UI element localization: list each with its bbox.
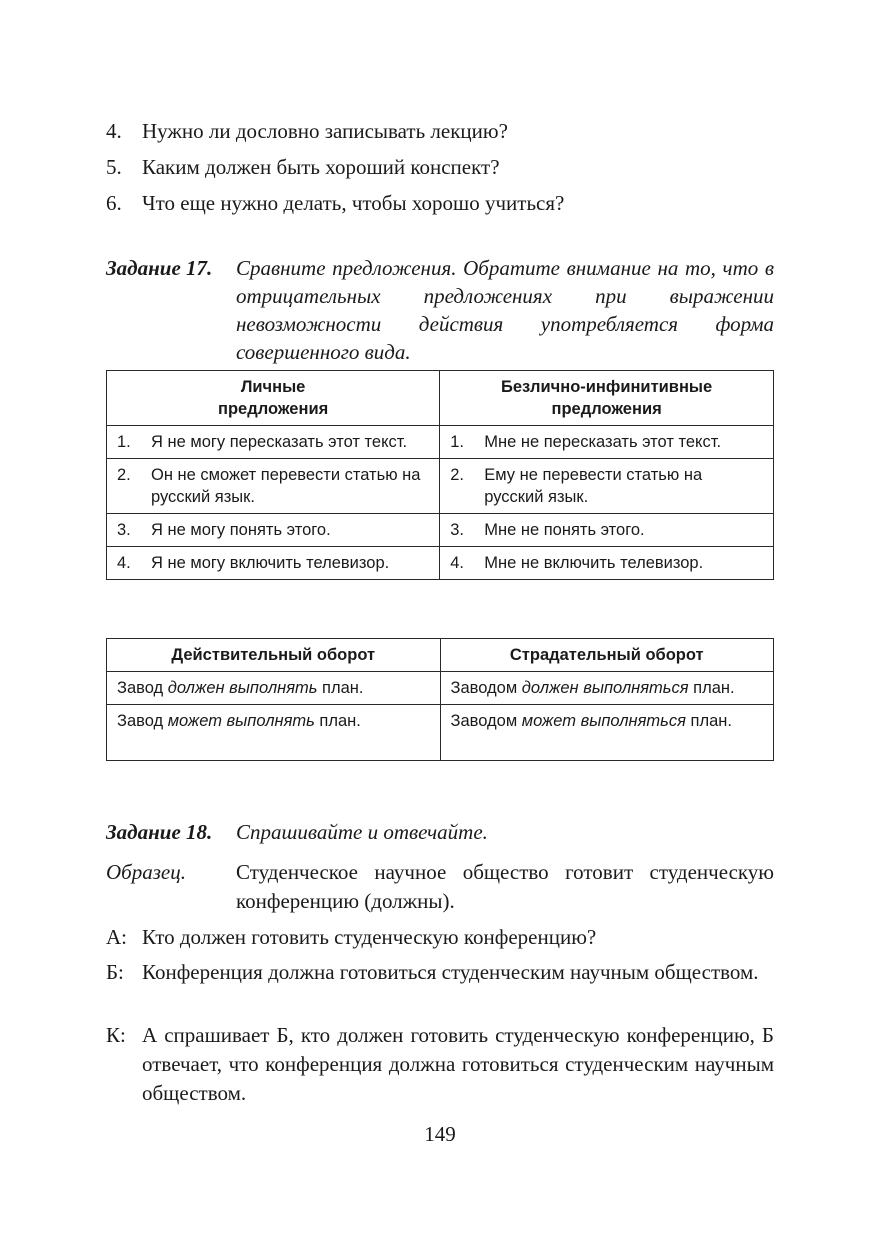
table-cell: Мне не пересказать этот текст.	[484, 433, 722, 451]
speaker-label: Б:	[106, 960, 124, 984]
speaker-label: К:	[106, 1023, 126, 1047]
table-cell: Мне не включить телевизор.	[484, 554, 704, 572]
question-list	[106, 113, 774, 221]
column-header-active: Действительный оборот	[107, 639, 441, 672]
sentences-comparison-table	[106, 370, 774, 580]
table-cell: Я не могу включить телевизор.	[151, 554, 390, 572]
list-item	[106, 185, 774, 221]
list-item	[106, 113, 774, 149]
table-row: 4. Я не могу включить телевизор. 4. Мне не включить телевизор.	[107, 547, 774, 580]
dialog-text: А спрашивает Б, кто должен готовить студенческую конференцию, Б отвечает, что конференция должна готовиться студенческим научным обществом.	[142, 1023, 774, 1105]
table-row: 1. Я не могу пересказать этот текст. 1. Мне не пересказать этот текст.	[107, 426, 774, 459]
dialog-line	[106, 923, 774, 952]
table-row: 3. Я не могу понять этого. 3. Мне не понять этого.	[107, 514, 774, 547]
table-cell: Завод должен выполнять план.	[107, 672, 441, 705]
task-17-label: Задание 17.	[106, 256, 213, 280]
table-cell: Завод может выполнять план.	[107, 705, 441, 761]
column-header-passive: Страдательный оборот	[440, 639, 774, 672]
list-item	[106, 149, 774, 185]
dialog-text: Конференция должна готовиться студенческим научным обществом.	[142, 960, 759, 984]
column-header-personal: Личные предложения	[107, 371, 440, 426]
table-row	[107, 705, 774, 761]
sample-text: Студенческое научное общество готовит студенческую конференцию (должны).	[236, 860, 774, 913]
task-17-header	[106, 254, 774, 366]
table-cell: Я не могу понять этого.	[151, 521, 331, 539]
dialog-line	[106, 1021, 774, 1108]
sample-block	[106, 858, 774, 916]
voice-comparison-table	[106, 638, 774, 761]
question-text: Каким должен быть хороший конспект?	[142, 155, 500, 179]
page-number: 149	[424, 1122, 456, 1146]
dialog-line	[106, 958, 774, 987]
task-17-instruction: Сравните предложения. Обратите внимание на то, что в отрицательных предложениях при выражении невозможности действия употребляется форма совершенного вида.	[236, 256, 774, 364]
speaker-label: А:	[106, 925, 127, 949]
column-header-impersonal: Безлично-инфинитивные предложения	[440, 371, 774, 426]
table-cell: Он не сможет перевести статью на русский язык.	[151, 466, 421, 506]
table-cell: Ему не перевести статью на русский язык.	[484, 466, 703, 506]
task-18-label: Задание 18.	[106, 820, 213, 844]
table-cell: Заводом может выполняться план.	[440, 705, 774, 761]
question-number: 5.	[106, 155, 122, 179]
dialog-text: Кто должен готовить студенческую конференцию?	[142, 925, 597, 949]
task-18-header	[106, 818, 774, 846]
task-18-instruction: Спрашивайте и отвечайте.	[236, 820, 488, 844]
table-header-row	[107, 639, 774, 672]
table-row: 2. Он не сможет перевести статью на русский язык. 2. Ему не перевести статью на русский язык.	[107, 459, 774, 514]
question-text: Что еще нужно делать, чтобы хорошо учиться?	[142, 191, 565, 215]
table-cell: Я не могу пересказать этот текст.	[151, 433, 408, 451]
sample-label: Образец.	[106, 860, 186, 884]
question-number: 4.	[106, 119, 122, 143]
question-text: Нужно ли дословно записывать лекцию?	[142, 119, 508, 143]
table-cell: Мне не понять этого.	[484, 521, 645, 539]
table-row	[107, 672, 774, 705]
question-number: 6.	[106, 191, 122, 215]
table-header-row	[107, 371, 774, 426]
table-cell: Заводом должен выполняться план.	[440, 672, 774, 705]
